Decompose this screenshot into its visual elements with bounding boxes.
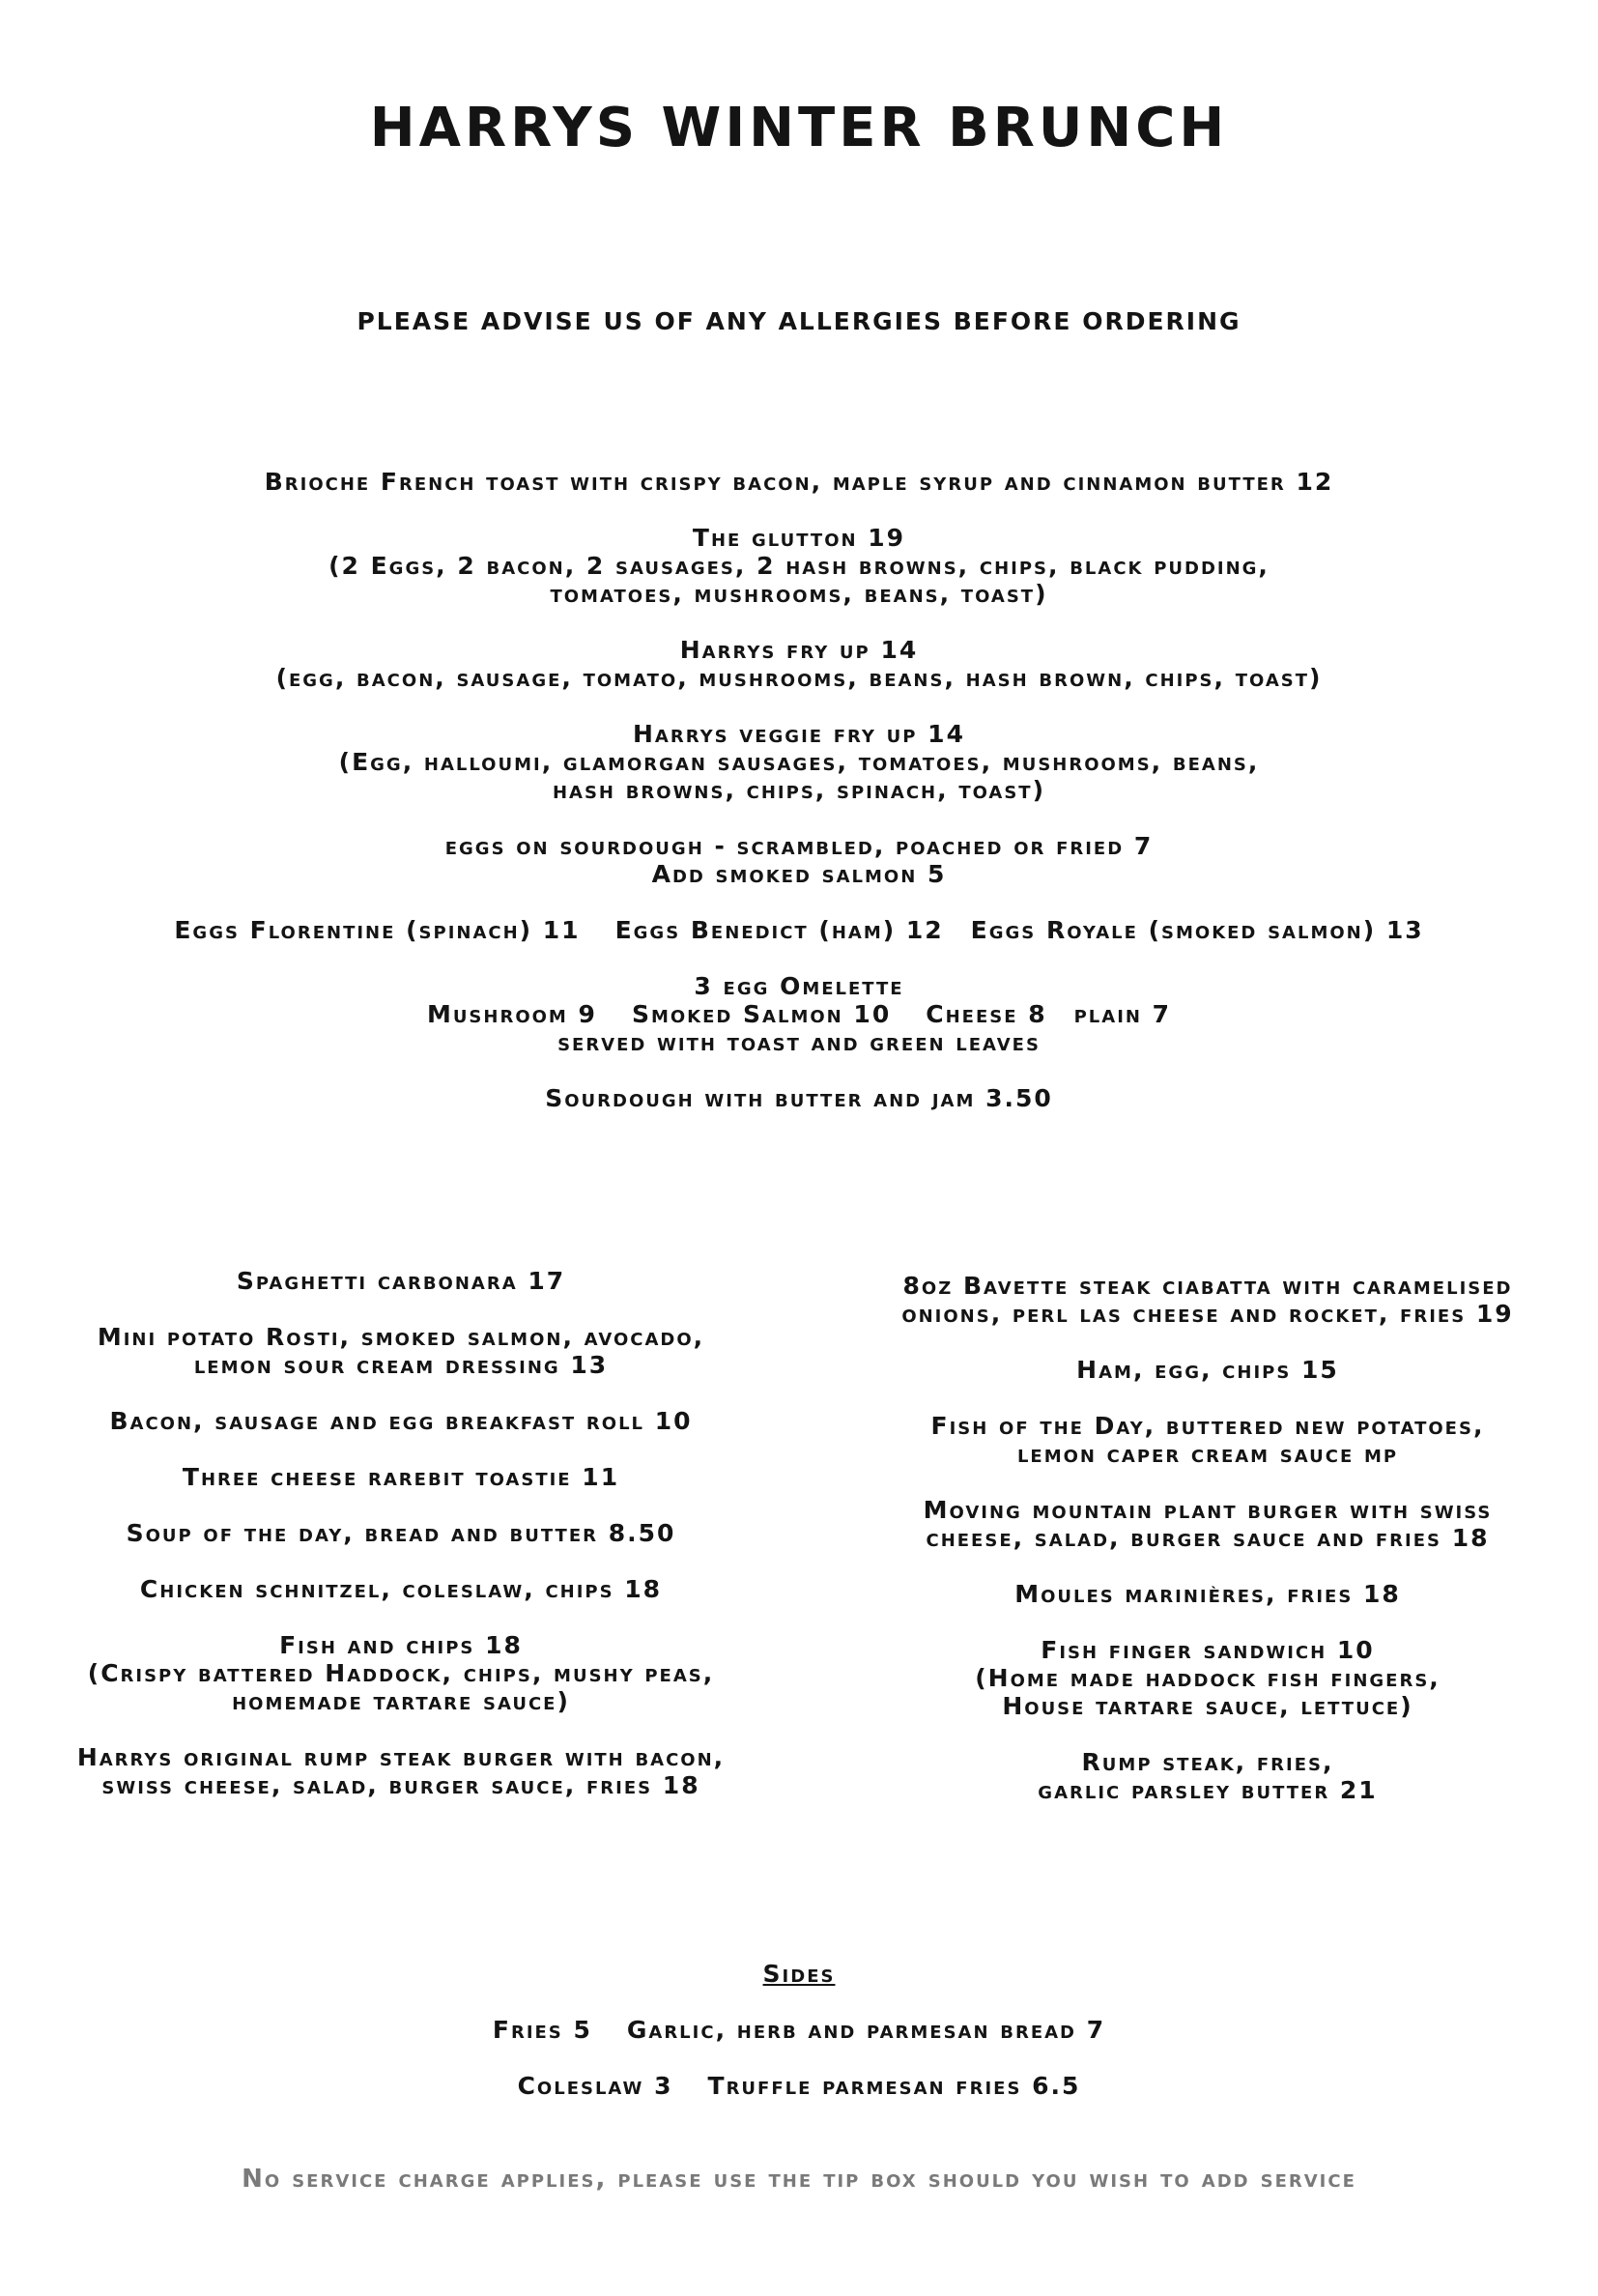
item-desc: tomatoes, mushrooms, beans, toast) — [550, 580, 1048, 608]
sides-section — [0, 1960, 1598, 2128]
menu-item-eggs-sourdough — [0, 832, 1598, 888]
menu-item-fish-finger — [841, 1636, 1575, 1720]
item-text: 8oz Bavette steak ciabatta with caramelised — [902, 1272, 1513, 1300]
item-text: swiss cheese, salad, burger sauce, fries 18 — [101, 1771, 700, 1799]
item-title: Fish and chips 18 — [279, 1631, 523, 1659]
menu-item-burger — [29, 1743, 773, 1799]
item-text: lemon sour cream dressing 13 — [193, 1351, 609, 1379]
brunch-section — [0, 468, 1598, 1140]
menu-item-fish-of-day — [841, 1412, 1575, 1468]
side-truffle-fries: Truffle parmesan fries 6.5 — [707, 2072, 1081, 2100]
item-desc: (2 Eggs, 2 bacon, 2 sausages, 2 hash browns, chips, black pudding, — [328, 552, 1270, 580]
menu-item-soup — [29, 1519, 773, 1547]
menu-item-fish-chips — [29, 1631, 773, 1715]
item-desc: (Home made haddock fish fingers, — [975, 1664, 1441, 1692]
item-text: Ham, egg, chips 15 — [1076, 1356, 1339, 1384]
item-desc: (egg, bacon, sausage, tomato, mushrooms, beans, hash brown, chips, toast) — [275, 664, 1323, 692]
menu-item-moules — [841, 1580, 1575, 1608]
item-addon: Add smoked salmon 5 — [651, 860, 947, 888]
side-coleslaw: Coleslaw 3 — [517, 2072, 673, 2100]
side-fries: Fries 5 — [492, 2016, 592, 2044]
menu-title: HARRYS WINTER BRUNCH — [369, 97, 1229, 159]
item-title: eggs on sourdough - scrambled, poached or fried 7 — [444, 832, 1154, 860]
item-text: garlic parsley butter 21 — [1038, 1776, 1378, 1804]
menu-item-french-toast — [0, 468, 1598, 496]
menu-item-plant-burger — [841, 1496, 1575, 1552]
item-desc: House tartare sauce, lettuce) — [1002, 1692, 1413, 1720]
menu-item-ham-egg — [841, 1356, 1575, 1384]
menu-row-eggs — [0, 916, 1598, 944]
item-text: Three cheese rarebit toastie 11 — [182, 1463, 620, 1491]
item-text: Fish of the Day, buttered new potatoes, — [930, 1412, 1485, 1440]
menu-item-omelette — [0, 972, 1598, 1056]
item-title: Harrys veggie fry up 14 — [633, 720, 965, 748]
item-text: Moules marinières, fries 18 — [1014, 1580, 1401, 1608]
sides-row-2 — [0, 2072, 1598, 2100]
item-text: Brioche French toast with crispy bacon, maple syrup and cinnamon butter 12 — [264, 468, 1334, 496]
item-title: Harrys fry up 14 — [679, 636, 919, 664]
menu-item-veggie-fry-up — [0, 720, 1598, 804]
menu-item-breakfast-roll — [29, 1407, 773, 1435]
menu-item-glutton — [0, 524, 1598, 608]
allergy-notice: PLEASE ADVISE US OF ANY ALLERGIES BEFORE ORDERING — [357, 307, 1241, 335]
item-text: Bacon, sausage and egg breakfast roll 10 — [109, 1407, 693, 1435]
menu-item-sourdough-jam — [0, 1084, 1598, 1112]
menu-item-rump-steak — [841, 1748, 1575, 1804]
menu-item-schnitzel — [29, 1575, 773, 1603]
mains-left-column — [29, 1267, 773, 1827]
item-text: lemon caper cream sauce mp — [1016, 1440, 1399, 1468]
omelette-plain: plain 7 — [1073, 1000, 1172, 1028]
item-desc: (Crispy battered Haddock, chips, mushy peas, — [87, 1659, 715, 1687]
item-title: Fish finger sandwich 10 — [1041, 1636, 1375, 1664]
item-text: Soup of the day, bread and butter 8.50 — [126, 1519, 676, 1547]
item-text: Sourdough with butter and jam 3.50 — [545, 1084, 1053, 1112]
menu-item-eggs-florentine: Eggs Florentine (spinach) 11 — [174, 916, 581, 944]
service-note: No service charge applies, please use the tip box should you wish to add service — [242, 2165, 1356, 2194]
menu-item-bavette — [841, 1272, 1575, 1328]
omelette-cheese: Cheese 8 — [926, 1000, 1047, 1028]
menu-item-eggs-royale: Eggs Royale (smoked salmon) 13 — [970, 916, 1424, 944]
item-desc: (Egg, halloumi, glamorgan sausages, tomatoes, mushrooms, beans, — [338, 748, 1260, 776]
sides-row-1 — [0, 2016, 1598, 2044]
item-text: cheese, salad, burger sauce and fries 18 — [926, 1524, 1490, 1552]
item-text: Mini potato Rosti, smoked salmon, avocado, — [97, 1323, 705, 1351]
side-garlic-bread: Garlic, herb and parmesan bread 7 — [626, 2016, 1106, 2044]
sides-heading: Sides — [762, 1960, 836, 1988]
menu-item-fry-up — [0, 636, 1598, 692]
item-text: Rump steak, fries, — [1081, 1748, 1334, 1776]
item-text: Moving mountain plant burger with swiss — [923, 1496, 1493, 1524]
item-title: 3 egg Omelette — [694, 972, 904, 1000]
item-text: Chicken schnitzel, coleslaw, chips 18 — [139, 1575, 663, 1603]
omelette-smoked-salmon: Smoked Salmon 10 — [631, 1000, 892, 1028]
item-text: onions, perl las cheese and rocket, fries 19 — [901, 1300, 1514, 1328]
mains-right-column — [841, 1272, 1575, 1832]
item-title: The glutton 19 — [692, 524, 906, 552]
menu-item-carbonara — [29, 1267, 773, 1295]
menu-item-eggs-benedict: Eggs Benedict (ham) 12 — [614, 916, 944, 944]
item-desc: served with toast and green leaves — [557, 1028, 1041, 1056]
item-text: Harrys original rump steak burger with bacon, — [76, 1743, 726, 1771]
item-desc: homemade tartare sauce) — [232, 1687, 570, 1715]
omelette-mushroom: Mushroom 9 — [426, 1000, 597, 1028]
item-text: Spaghetti carbonara 17 — [236, 1267, 566, 1295]
menu-item-rosti — [29, 1323, 773, 1379]
item-desc: hash browns, chips, spinach, toast) — [552, 776, 1046, 804]
omelette-options — [0, 1000, 1598, 1028]
menu-item-rarebit — [29, 1463, 773, 1491]
